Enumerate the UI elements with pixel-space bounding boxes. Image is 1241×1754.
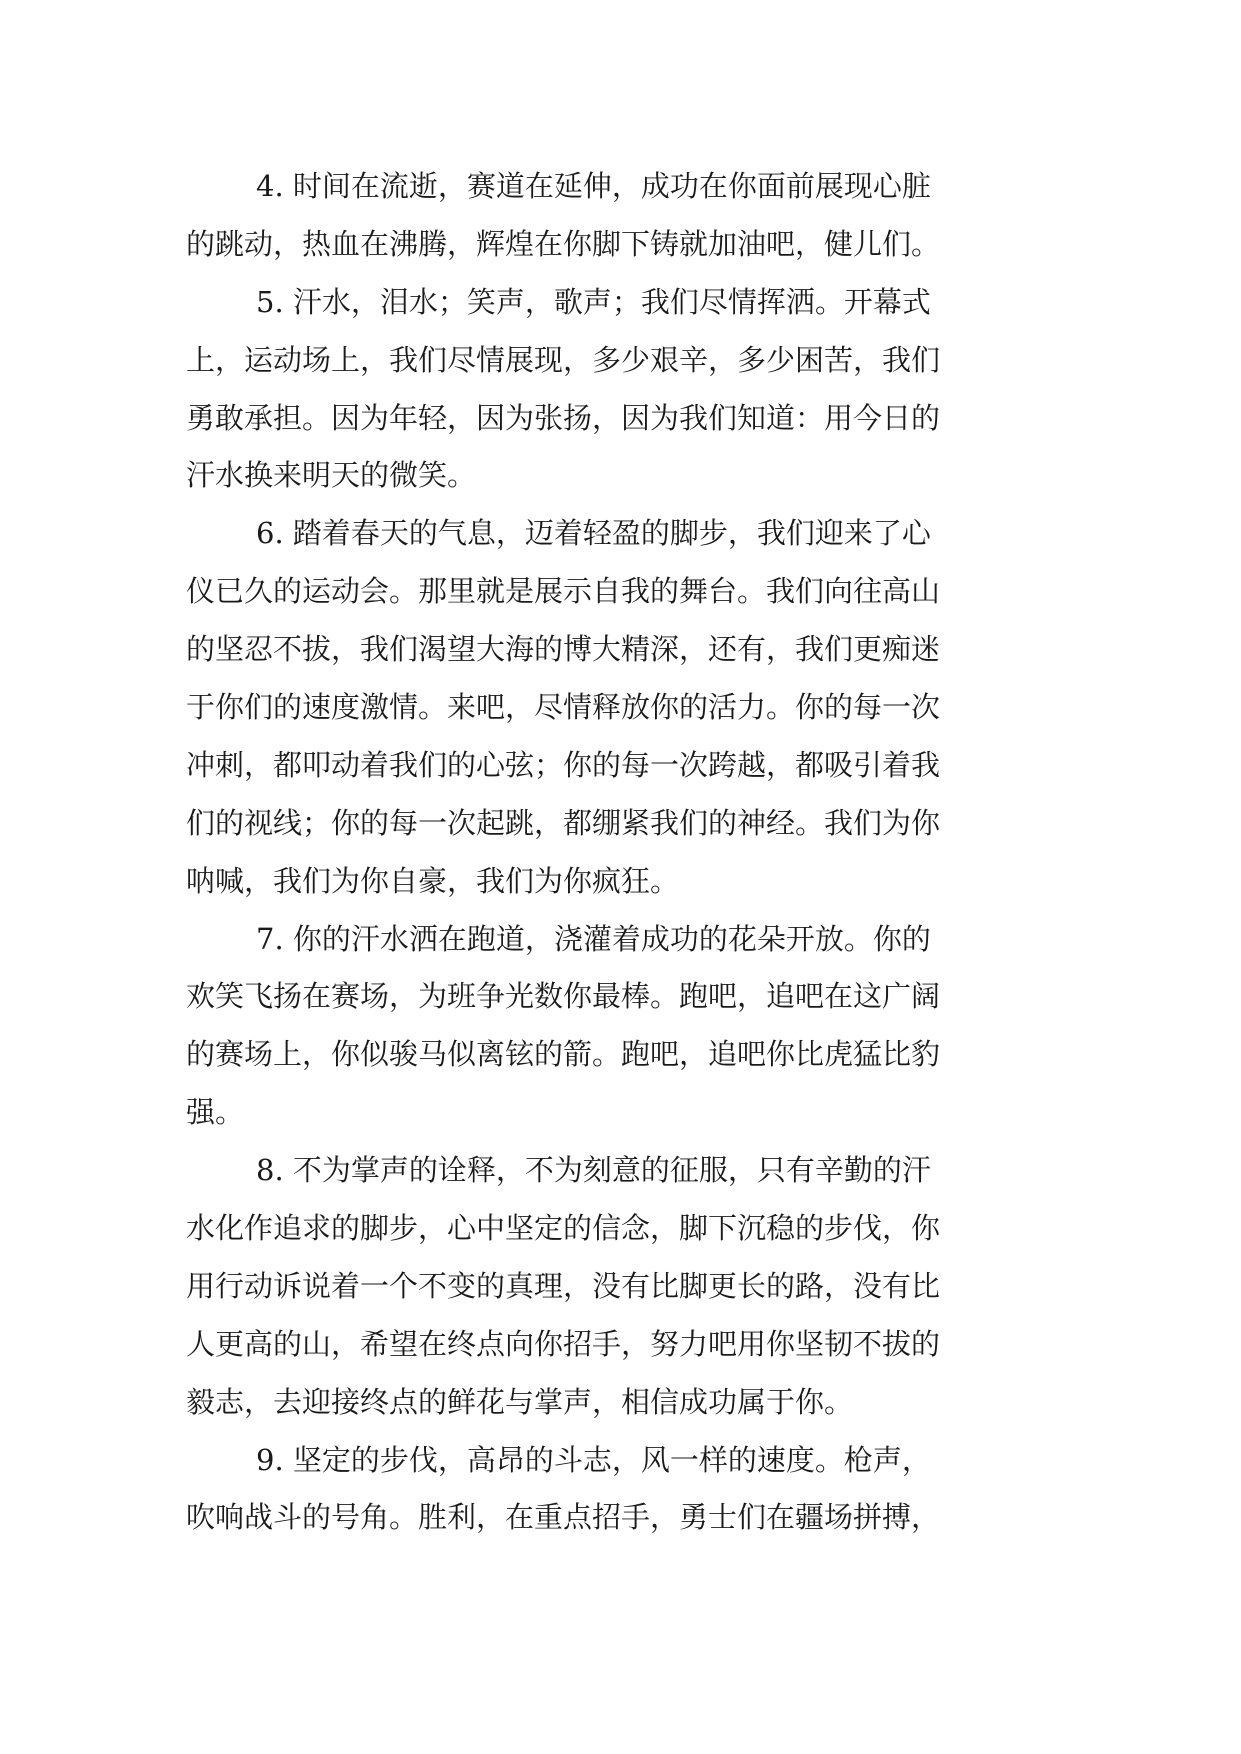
text-line: 勇敢承担。因为年轻，因为张扬，因为我们知道：用今日的	[186, 400, 941, 435]
text-line: 汗水换来明天的微笑。	[186, 458, 477, 493]
text-line: 8. 不为掌声的诠释，不为刻意的征服，只有辛勤的汗	[256, 1153, 931, 1188]
text-line: 4. 时间在流逝，赛道在延伸，成功在你面前展现心脏	[256, 169, 931, 203]
text-line: 们的视线；你的每一次起跳，都绷紧我们的神经。我们为你	[186, 805, 941, 840]
text-line: 吹响战斗的号角。胜利，在重点招手，勇士们在疆场拼搏，	[186, 1500, 941, 1535]
text-line: 冲刺，都叩动着我们的心弦；你的每一次跨越，都吸引着我	[186, 747, 941, 782]
text-line: 9. 坚定的步伐，高昂的斗志，风一样的速度。枪声，	[256, 1442, 931, 1477]
text-line: 5. 汗水，泪水；笑声，歌声；我们尽情挥洒。开幕式	[256, 284, 931, 319]
text-line: 毅志，去迎接终点的鲜花与掌声，相信成功属于你。	[186, 1384, 854, 1419]
text-line: 6. 踏着春天的气息，迈着轻盈的脚步，我们迎来了心	[256, 516, 931, 551]
text-line: 用行动诉说着一个不变的真理，没有比脚更长的路，没有比	[186, 1268, 941, 1303]
text-line: 7. 你的汗水洒在跑道，浇灌着成功的花朵开放。你的	[256, 921, 931, 956]
text-line: 上，运动场上，我们尽情展现，多少艰辛，多少困苦，我们	[186, 342, 941, 377]
text-line: 仪已久的运动会。那里就是展示自我的舞台。我们向往高山	[186, 574, 941, 609]
text-line: 于你们的速度激情。来吧，尽情释放你的活力。你的每一次	[186, 690, 941, 725]
text-line: 人更高的山，希望在终点向你招手，努力吧用你坚韧不拔的	[186, 1326, 941, 1361]
text-line: 的坚忍不拔，我们渴望大海的博大精深，还有，我们更痴迷	[186, 632, 941, 667]
text-line: 强。	[186, 1095, 245, 1130]
text-line: 呐喊，我们为你自豪，我们为你疯狂。	[186, 863, 680, 898]
document-body	[186, 158, 1066, 1547]
text-line: 欢笑飞扬在赛场，为班争光数你最棒。跑吧，追吧在这广阔	[186, 979, 941, 1014]
text-line: 的跳动，热血在沸腾，辉煌在你脚下铸就加油吧，健儿们。	[186, 226, 941, 261]
text-line: 水化作追求的脚步，心中坚定的信念，脚下沉稳的步伐，你	[186, 1211, 941, 1246]
text-line: 的赛场上，你似骏马似离铉的箭。跑吧，追吧你比虎猛比豹	[186, 1037, 941, 1072]
